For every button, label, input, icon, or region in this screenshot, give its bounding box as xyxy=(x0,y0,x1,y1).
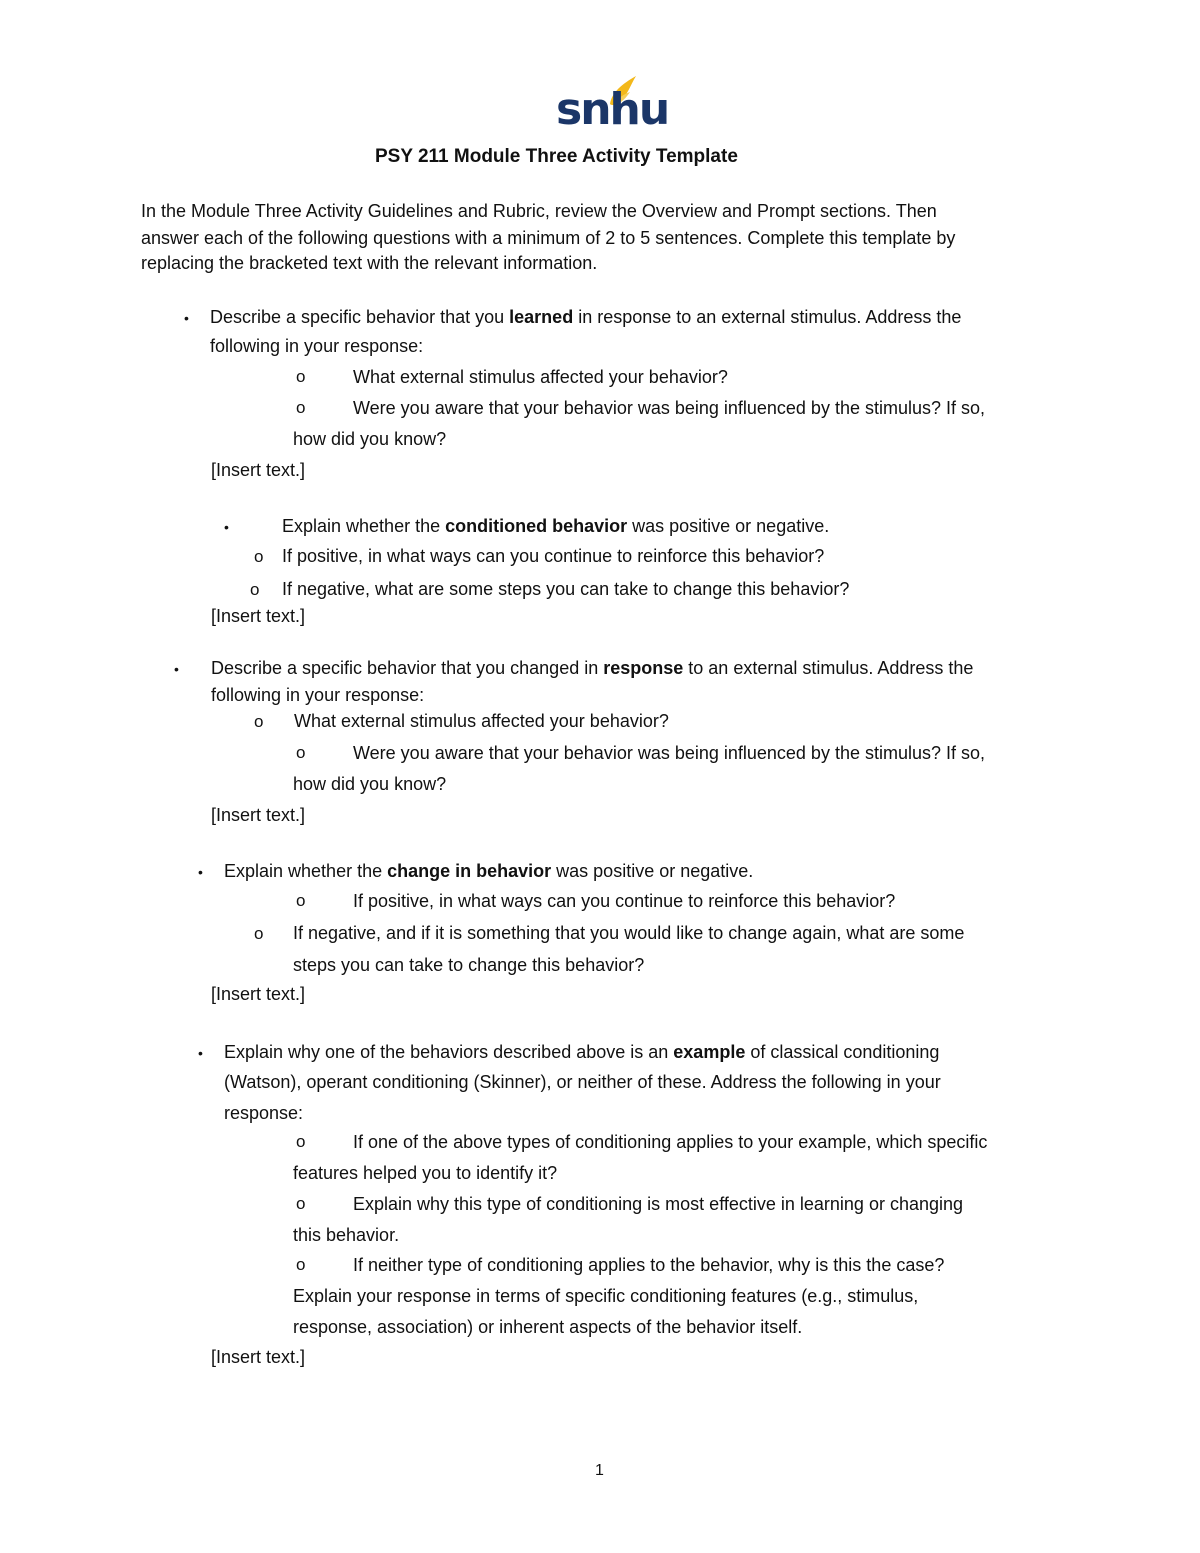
q5-sub-3-line-2: Explain your response in terms of specific conditioning features (e.g., stimulus, xyxy=(293,1286,919,1306)
q5-sub-1-line-1: If one of the above types of conditioning applies to your example, which specific xyxy=(353,1132,988,1152)
q1-sub-1: What external stimulus affected your behavior? xyxy=(353,367,728,387)
q3-line-1 xyxy=(211,659,973,677)
q2-text-a: Explain whether the xyxy=(282,516,446,536)
q2-insert-text[interactable]: [Insert text.] xyxy=(211,606,306,626)
q5-text-b: of classical conditioning xyxy=(745,1042,940,1062)
q3-text-b: to an external stimulus. Address the xyxy=(683,658,974,678)
q3-sub-2-line-1: Were you aware that your behavior was being influenced by the stimulus? If so, xyxy=(353,743,986,763)
q3-insert-text[interactable]: [Insert text.] xyxy=(211,805,306,825)
bullet-icon: • xyxy=(184,310,189,326)
q4-bold: change in behavior xyxy=(387,861,552,881)
sub-bullet-icon: o xyxy=(254,712,264,731)
q1-sub-2-line-2: how did you know? xyxy=(293,429,447,449)
sub-bullet-icon: o xyxy=(296,1255,306,1274)
sub-bullet-icon: o xyxy=(296,1194,306,1213)
q1-line-2: following in your response: xyxy=(210,336,424,356)
sub-bullet-icon: o xyxy=(296,1132,306,1151)
page-title: PSY 211 Module Three Activity Template xyxy=(375,146,738,167)
q2-sub-1: If positive, in what ways can you continue to reinforce this behavior? xyxy=(282,546,825,566)
q5-line-2: (Watson), operant conditioning (Skinner), or neither of these. Address the following in your xyxy=(224,1072,941,1092)
q1-text-a: Describe a specific behavior that you xyxy=(210,307,510,327)
sub-bullet-icon: o xyxy=(250,580,260,599)
bullet-icon: • xyxy=(198,1045,203,1061)
q4-line-1 xyxy=(224,862,753,880)
q4-sub-2-line-2: steps you can take to change this behavior? xyxy=(293,955,645,975)
q1-bold: learned xyxy=(509,307,574,327)
q5-sub-2-line-1: Explain why this type of conditioning is most effective in learning or changing xyxy=(353,1194,964,1214)
sub-bullet-icon: o xyxy=(296,891,306,910)
q5-bold: example xyxy=(673,1042,746,1062)
q5-text-a: Explain why one of the behaviors described above is an xyxy=(224,1042,674,1062)
sub-bullet-icon: o xyxy=(296,398,306,417)
page-number: 1 xyxy=(595,1462,604,1479)
q5-insert-text[interactable]: [Insert text.] xyxy=(211,1347,306,1367)
q4-sub-1: If positive, in what ways can you continue to reinforce this behavior? xyxy=(353,891,896,911)
sub-bullet-icon: o xyxy=(254,924,264,943)
q4-sub-2-line-1: If negative, and if it is something that you would like to change again, what are some xyxy=(293,923,965,943)
intro-line-3: replacing the bracketed text with the relevant information. xyxy=(141,253,598,273)
bullet-icon: • xyxy=(198,864,203,880)
q3-sub-1: What external stimulus affected your behavior? xyxy=(294,711,669,731)
q3-line-2: following in your response: xyxy=(211,685,425,705)
q1-sub-2-line-1: Were you aware that your behavior was being influenced by the stimulus? If so, xyxy=(353,398,986,418)
intro-line-1: In the Module Three Activity Guidelines and Rubric, review the Overview and Prompt sections. Then xyxy=(141,201,937,221)
q1-text-b: in response to an external stimulus. Address the xyxy=(573,307,962,327)
q2-bold: conditioned behavior xyxy=(445,516,628,536)
bullet-icon: • xyxy=(224,519,229,535)
sub-bullet-icon: o xyxy=(296,743,306,762)
q5-sub-3-line-1: If neither type of conditioning applies to the behavior, why is this the case? xyxy=(353,1255,945,1275)
sub-bullet-icon: o xyxy=(254,547,264,566)
q5-line-1 xyxy=(224,1043,939,1061)
q1-line-1 xyxy=(210,308,961,326)
q5-sub-3-line-3: response, association) or inherent aspects of the behavior itself. xyxy=(293,1317,803,1337)
sub-bullet-icon: o xyxy=(296,367,306,386)
q5-sub-2-line-2: this behavior. xyxy=(293,1225,400,1245)
q2-line-1 xyxy=(282,517,829,535)
q3-bold: response xyxy=(603,658,684,678)
q4-text-b: was positive or negative. xyxy=(551,861,754,881)
q2-text-b: was positive or negative. xyxy=(627,516,830,536)
bullet-icon: • xyxy=(174,661,179,677)
snhu-logo: snhu xyxy=(556,84,669,135)
q3-sub-2-line-2: how did you know? xyxy=(293,774,447,794)
q3-text-a: Describe a specific behavior that you changed in xyxy=(211,658,604,678)
intro-line-2: answer each of the following questions with a minimum of 2 to 5 sentences. Complete this template by xyxy=(141,228,956,248)
q2-sub-2: If negative, what are some steps you can take to change this behavior? xyxy=(282,579,850,599)
q5-sub-1-line-2: features helped you to identify it? xyxy=(293,1163,558,1183)
q1-insert-text[interactable]: [Insert text.] xyxy=(211,460,306,480)
q4-text-a: Explain whether the xyxy=(224,861,388,881)
q5-line-3: response: xyxy=(224,1103,304,1123)
q4-insert-text[interactable]: [Insert text.] xyxy=(211,984,306,1004)
